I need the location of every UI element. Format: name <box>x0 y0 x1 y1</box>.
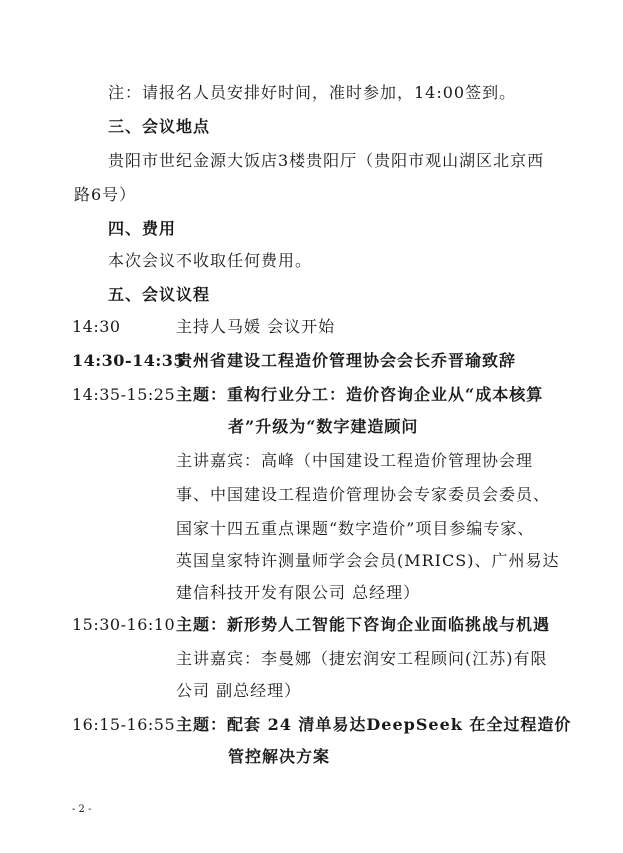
registration-note: 注：请报名人员安排好时间，准时参加，14:00签到。 <box>108 83 517 102</box>
agenda-item-text: 贵州省建设工程造价管理协会会长乔晋瑜致辞 <box>176 351 517 370</box>
location-line-1: 贵阳市世纪金源大饭店3楼贵阳厅（贵阳市观山湖区北京西 <box>108 151 545 170</box>
agenda-topic-line-1: 主题：配套 24 清单易达DeepSeek 在全过程造价 <box>176 715 572 734</box>
agenda-item-text: 主持人马媛 会议开始 <box>176 317 336 336</box>
agenda-topic-line-1: 主题：新形势人工智能下咨询企业面临挑战与机遇 <box>176 615 551 634</box>
agenda-time: 14:30 <box>72 317 121 336</box>
agenda-time: 16:15-16:55 <box>72 715 176 734</box>
speaker-line: 建信科技开发有限公司 总经理） <box>176 583 421 602</box>
speaker-line: 公司 副总经理） <box>176 681 302 700</box>
agenda-time: 14:30-14:35 <box>72 351 186 370</box>
speaker-line: 主讲嘉宾：李曼娜（捷宏润安工程顾问(江苏)有限 <box>176 649 548 668</box>
agenda-topic-line-2: 管控解决方案 <box>228 747 331 766</box>
location-heading: 三、会议地点 <box>108 117 211 136</box>
fee-heading: 四、费用 <box>108 219 177 238</box>
speaker-line: 事、中国建设工程造价管理协会专家委员会委员、 <box>176 485 551 504</box>
page-number: - 2 - <box>72 804 92 815</box>
agenda-heading: 五、会议议程 <box>108 285 211 304</box>
location-line-2: 路6号） <box>74 185 137 204</box>
fee-text: 本次会议不收取任何费用。 <box>108 251 313 270</box>
agenda-time: 15:30-16:10 <box>72 615 176 634</box>
agenda-topic-line-2: 者”升级为“数字建造顾问 <box>228 417 419 436</box>
speaker-line: 国家十四五重点课题“数字造价”项目参编专家、 <box>176 519 535 538</box>
speaker-line: 英国皇家特许测量师学会会员(MRICS)、广州易达 <box>176 551 560 570</box>
speaker-line: 主讲嘉宾：高峰（中国建设工程造价管理协会理 <box>176 451 534 470</box>
agenda-topic-line-1: 主题：重构行业分工：造价咨询企业从“成本核算 <box>176 385 544 404</box>
agenda-time: 14:35-15:25 <box>72 385 176 404</box>
